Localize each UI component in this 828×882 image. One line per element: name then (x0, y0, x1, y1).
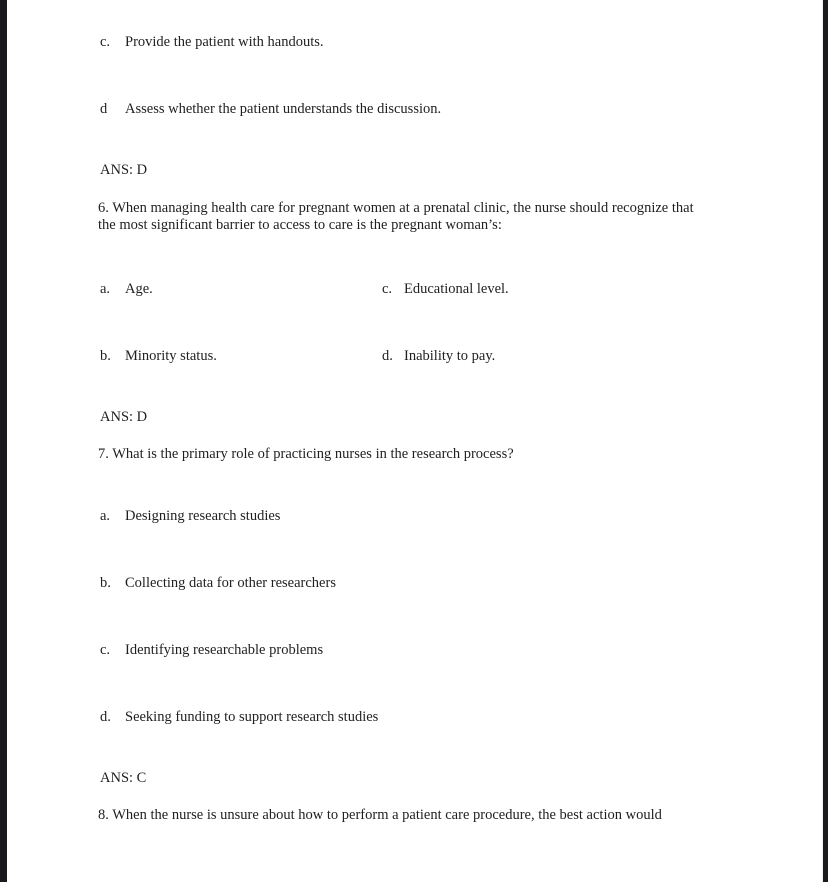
question-text: 8. When the nurse is unsure about how to perform a patient care procedure, the best action would (98, 807, 662, 823)
option-letter: d. (382, 348, 393, 364)
option-letter: c. (382, 281, 393, 297)
option-letter: d (100, 101, 108, 117)
option-line (100, 101, 441, 117)
option-text: Educational level. (404, 281, 509, 297)
option-letter: d. (100, 709, 111, 725)
option-line (100, 34, 324, 50)
option-line (100, 508, 280, 524)
option-line (100, 281, 153, 297)
option-line (100, 348, 217, 364)
option-text: Collecting data for other researchers (125, 575, 336, 591)
answer-line: ANS: D (100, 409, 148, 425)
option-text: Seeking funding to support research studies (125, 709, 379, 725)
option-line (382, 348, 495, 364)
option-line (382, 281, 509, 297)
option-line (100, 642, 323, 658)
screen-edge-right (822, 0, 828, 882)
option-letter: a. (100, 281, 111, 297)
option-letter: c. (100, 34, 111, 50)
option-letter: a. (100, 508, 111, 524)
option-text: Designing research studies (125, 508, 281, 524)
option-text: Provide the patient with handouts. (125, 34, 324, 50)
options-row (0, 348, 828, 364)
option-letter: b. (100, 575, 111, 591)
option-text: Age. (125, 281, 153, 297)
option-text: Assess whether the patient understands the discussion. (125, 101, 442, 117)
answer-line: ANS: D (100, 162, 148, 178)
answer-line: ANS: C (100, 770, 147, 786)
screen-edge-left (0, 0, 7, 882)
option-text: Minority status. (125, 348, 217, 364)
option-line (100, 575, 336, 591)
option-line (100, 709, 378, 725)
option-letter: c. (100, 642, 111, 658)
question-text: 7. What is the primary role of practicing nurses in the research process? (98, 446, 514, 462)
option-text: Identifying researchable problems (125, 642, 324, 658)
option-letter: b. (100, 348, 111, 364)
options-row (0, 281, 828, 297)
question-text: 6. When managing health care for pregnant women at a prenatal clinic, the nurse should recognize that the most significant barrier to access to care is the pregnant woman’s: (98, 200, 694, 233)
option-text: Inability to pay. (404, 348, 496, 364)
